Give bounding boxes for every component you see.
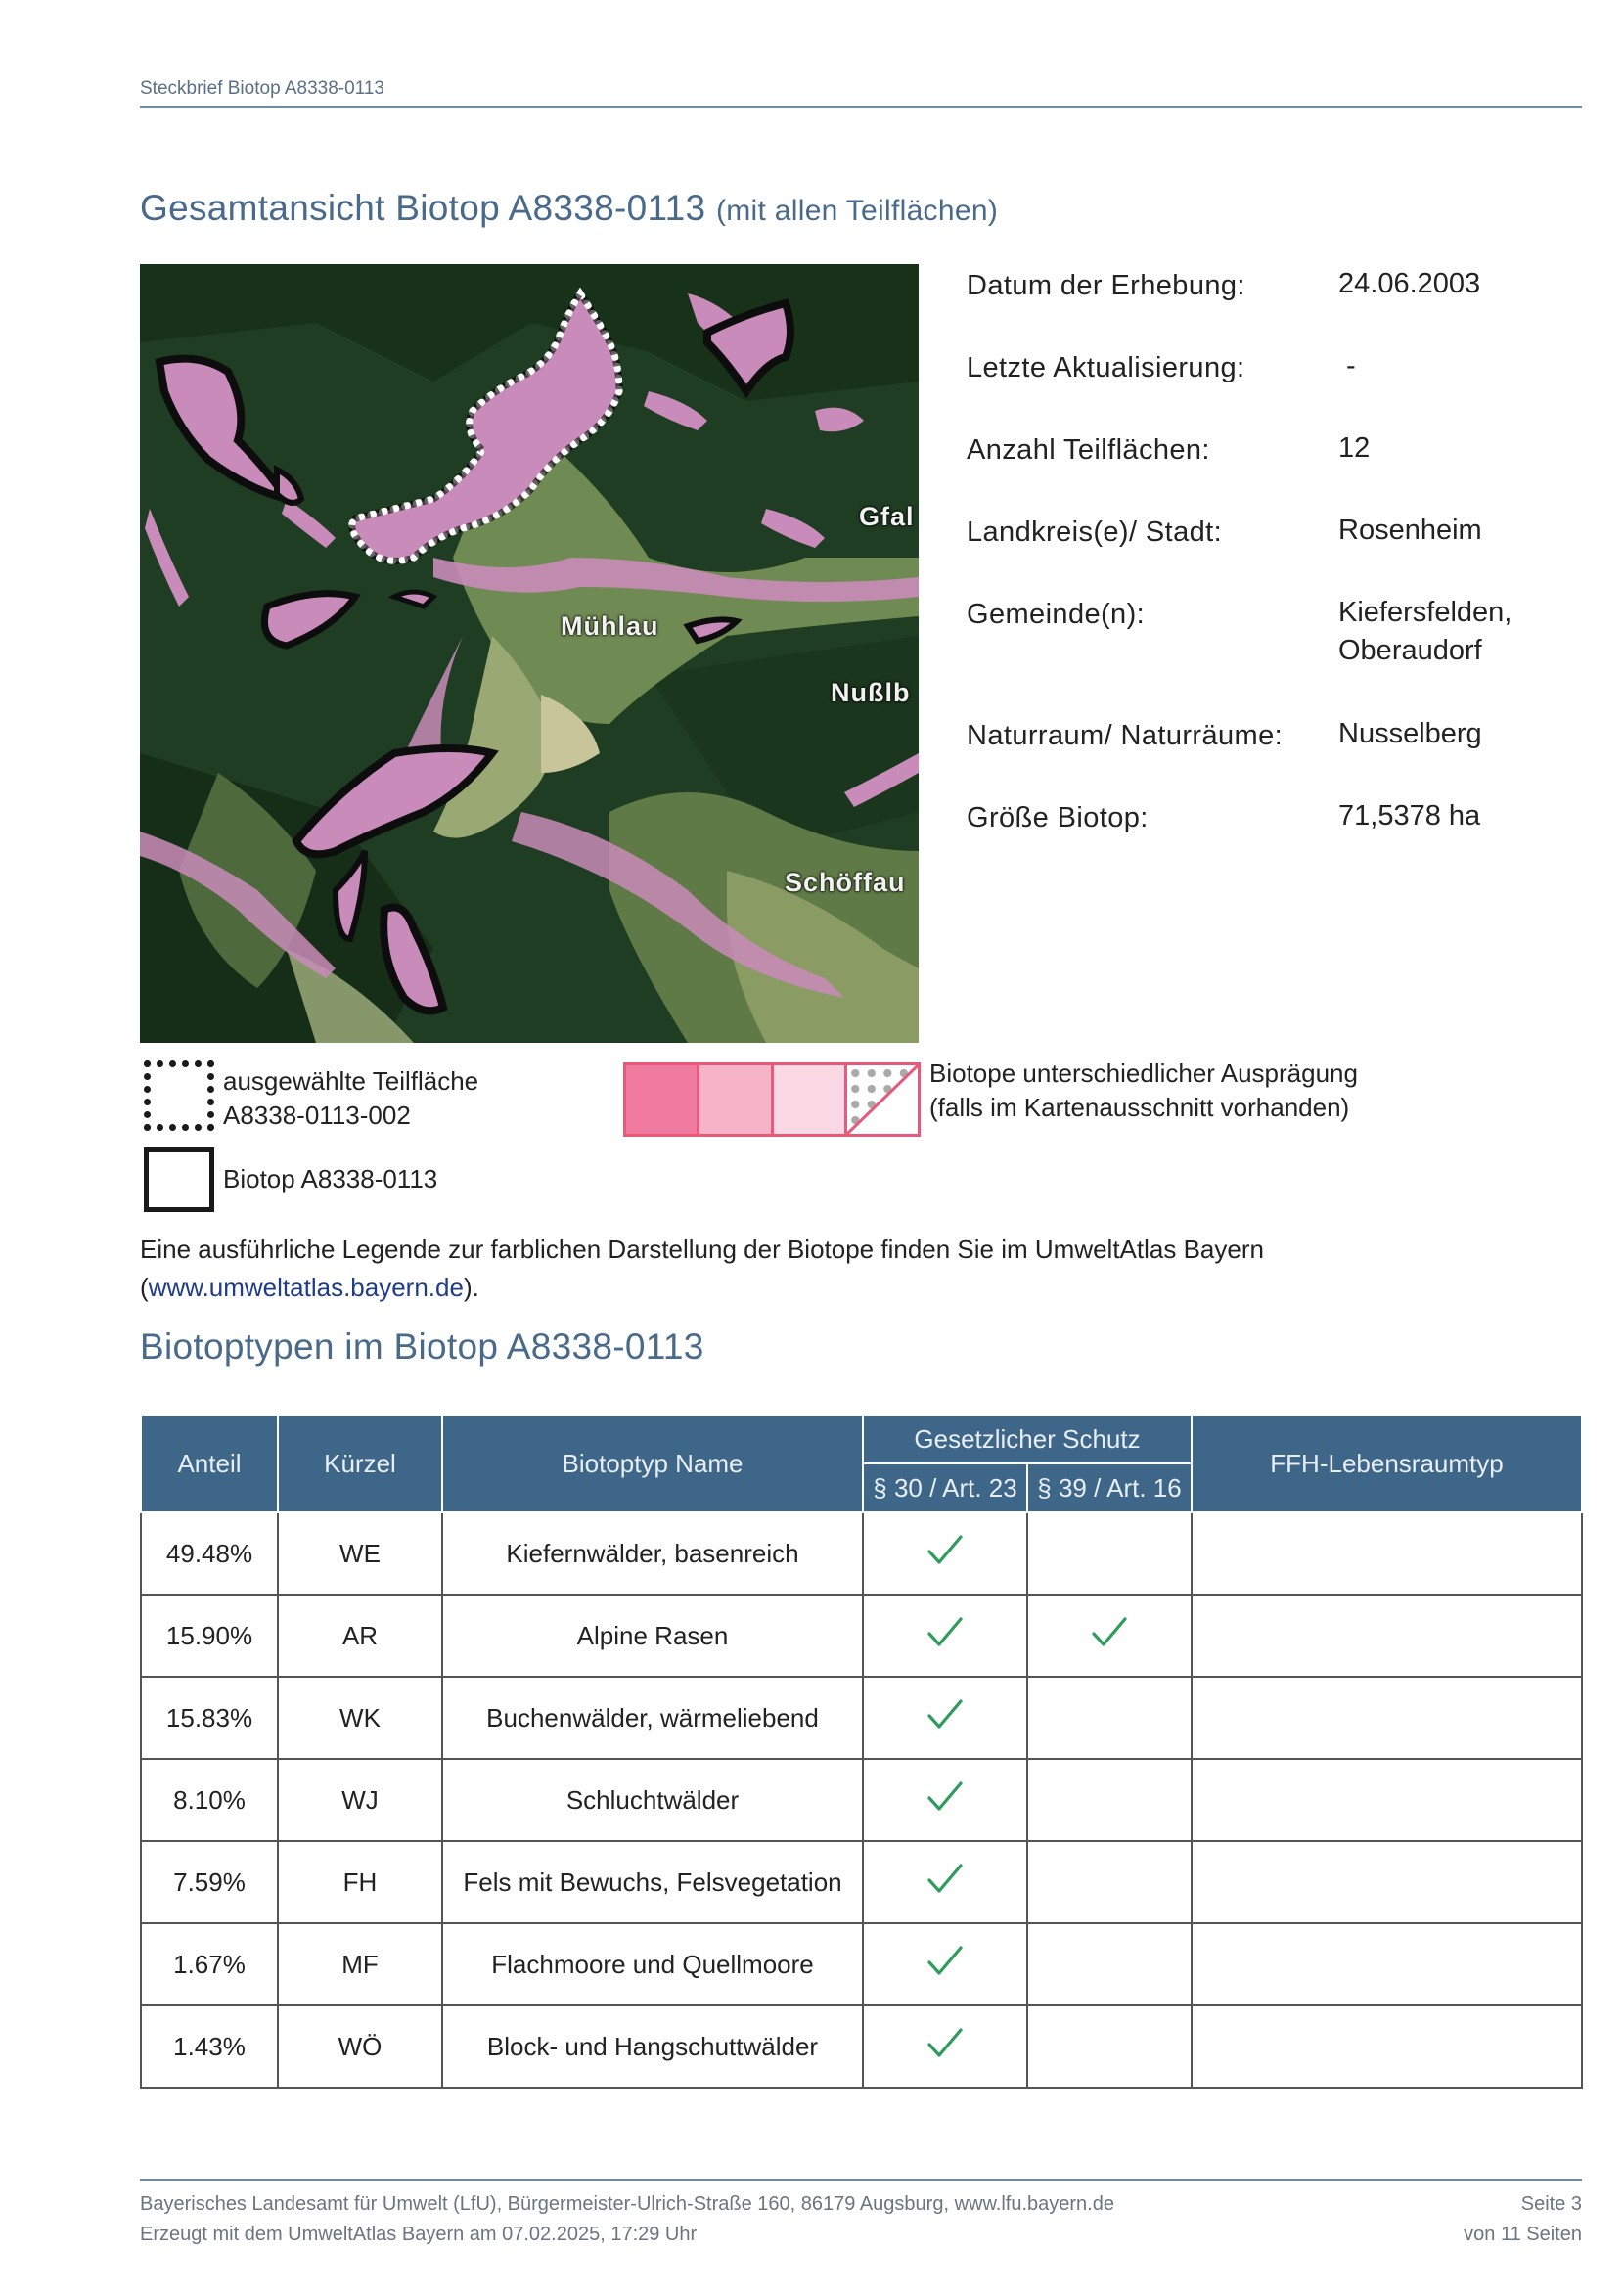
info-label-teilflaechen: Anzahl Teilflächen: bbox=[967, 434, 1210, 466]
info-value-aktualisierung: - bbox=[1346, 350, 1356, 382]
cell-kuerzel: AR bbox=[278, 1595, 442, 1677]
cell-anteil: 1.43% bbox=[141, 2005, 278, 2088]
legend-biotop-label: Biotop A8338-0113 bbox=[223, 1164, 438, 1193]
cell-p39 bbox=[1027, 2005, 1192, 2088]
cell-kuerzel: WÖ bbox=[278, 2005, 442, 2088]
cell-name: Block- und Hangschuttwälder bbox=[442, 2005, 863, 2088]
cell-name: Fels mit Bewuchs, Felsvegetation bbox=[442, 1841, 863, 1923]
swatch-light bbox=[774, 1065, 847, 1134]
cell-ffh bbox=[1192, 1512, 1582, 1595]
cell-ffh bbox=[1192, 1677, 1582, 1759]
cell-p30 bbox=[863, 1595, 1027, 1677]
legend-note-link-line bbox=[140, 1269, 1582, 1307]
header-schutz: Gesetzlicher Schutz bbox=[863, 1415, 1192, 1463]
footer-pages: von 11 Seiten bbox=[1464, 2224, 1582, 2245]
cell-anteil: 8.10% bbox=[141, 1759, 278, 1841]
legend-note-paren-close: ). bbox=[463, 1273, 479, 1302]
footer-divider bbox=[140, 2179, 1582, 2181]
cell-p30 bbox=[863, 1923, 1027, 2005]
table-row bbox=[141, 1595, 1582, 1677]
cell-name: Kiefernwälder, basenreich bbox=[442, 1512, 863, 1595]
cell-anteil: 15.83% bbox=[141, 1677, 278, 1759]
cell-ffh bbox=[1192, 1595, 1582, 1677]
cell-kuerzel: MF bbox=[278, 1923, 442, 2005]
cell-ffh bbox=[1192, 1759, 1582, 1841]
info-label-datum: Datum der Erhebung: bbox=[967, 270, 1245, 301]
cell-p39 bbox=[1027, 1512, 1192, 1595]
cell-p30 bbox=[863, 1512, 1027, 1595]
legend-swatch-label bbox=[929, 1057, 1358, 1125]
check-icon bbox=[926, 1780, 964, 1814]
biotop-map[interactable] bbox=[140, 264, 919, 1043]
table-row bbox=[141, 1677, 1582, 1759]
table-row bbox=[141, 1841, 1582, 1923]
check-icon bbox=[926, 1863, 964, 1896]
cell-p30 bbox=[863, 1841, 1027, 1923]
swatch-strong bbox=[626, 1065, 699, 1134]
header-anteil: Anteil bbox=[141, 1415, 278, 1512]
cell-p39 bbox=[1027, 1595, 1192, 1677]
table-row bbox=[141, 1923, 1582, 2005]
info-value-naturraum: Nusselberg bbox=[1338, 718, 1482, 749]
table-row bbox=[141, 1512, 1582, 1595]
swatch-medium bbox=[699, 1065, 773, 1134]
header-p39: § 39 / Art. 16 bbox=[1027, 1463, 1192, 1512]
cell-anteil: 1.67% bbox=[141, 1923, 278, 2005]
legend-selected-line2: A8338-0113-002 bbox=[223, 1101, 411, 1130]
overview-title bbox=[140, 188, 998, 229]
cell-ffh bbox=[1192, 1923, 1582, 2005]
header-p30: § 30 / Art. 23 bbox=[863, 1463, 1027, 1512]
check-icon bbox=[926, 1698, 964, 1732]
legend-selected-area-icon bbox=[144, 1060, 214, 1131]
cell-anteil: 49.48% bbox=[141, 1512, 278, 1595]
cell-kuerzel: FH bbox=[278, 1841, 442, 1923]
legend-note bbox=[140, 1231, 1582, 1307]
cell-kuerzel: WE bbox=[278, 1512, 442, 1595]
info-value-teilflaechen: 12 bbox=[1338, 432, 1371, 464]
info-value-gemeinde: Kiefersfelden, bbox=[1338, 597, 1512, 628]
header-kuerzel: Kürzel bbox=[278, 1415, 442, 1512]
legend-selected-label bbox=[223, 1064, 478, 1133]
overview-subtitle: (mit allen Teilflächen) bbox=[715, 195, 999, 227]
table-row bbox=[141, 2005, 1582, 2088]
cell-p39 bbox=[1027, 1923, 1192, 2005]
legend-swatches bbox=[623, 1062, 921, 1137]
cell-p30 bbox=[863, 2005, 1027, 2088]
cell-p30 bbox=[863, 1759, 1027, 1841]
legend-biotop-icon bbox=[144, 1147, 214, 1212]
swatch-pattern bbox=[847, 1065, 918, 1134]
info-value-landkreis: Rosenheim bbox=[1338, 515, 1482, 546]
cell-name: Buchenwälder, wärmeliebend bbox=[442, 1677, 863, 1759]
swatch-pattern-graphic bbox=[847, 1065, 918, 1134]
legend-swatch-line2: (falls im Kartenausschnitt vorhanden) bbox=[929, 1093, 1350, 1122]
legend-swatch-line1: Biotope unterschiedlicher Ausprägung bbox=[929, 1058, 1358, 1088]
info-value-gemeinde-2: Oberaudorf bbox=[1338, 635, 1482, 666]
footer-line1: Bayerisches Landesamt für Umwelt (LfU), Bürgermeister-Ulrich-Straße 160, 86179 Augsburg, www.lfu.bayern.de bbox=[140, 2193, 1114, 2215]
table-row bbox=[141, 1759, 1582, 1841]
cell-name: Alpine Rasen bbox=[442, 1595, 863, 1677]
types-title: Biotoptypen im Biotop A8338-0113 bbox=[140, 1327, 704, 1367]
info-label-aktualisierung: Letzte Aktualisierung: bbox=[967, 352, 1245, 383]
info-value-datum: 24.06.2003 bbox=[1338, 268, 1481, 299]
check-icon bbox=[926, 2027, 964, 2060]
cell-name: Schluchtwälder bbox=[442, 1759, 863, 1841]
map-label-muehlau: Mühlau bbox=[561, 611, 659, 641]
cell-p39 bbox=[1027, 1841, 1192, 1923]
cell-kuerzel: WJ bbox=[278, 1759, 442, 1841]
footer-pagination bbox=[1464, 2189, 1582, 2250]
cell-anteil: 7.59% bbox=[141, 1841, 278, 1923]
header-name: Biotoptyp Name bbox=[442, 1415, 863, 1512]
cell-p39 bbox=[1027, 1759, 1192, 1841]
page-header: Steckbrief Biotop A8338-0113 bbox=[140, 78, 384, 99]
footer-line2: Erzeugt mit dem UmweltAtlas Bayern am 07.02.2025, 17:29 Uhr bbox=[140, 2224, 698, 2245]
map-graphic bbox=[140, 264, 919, 1043]
overview-title-text: Gesamtansicht Biotop A8338-0113 bbox=[140, 188, 706, 228]
info-label-gemeinde: Gemeinde(n): bbox=[967, 599, 1146, 630]
cell-kuerzel: WK bbox=[278, 1677, 442, 1759]
map-label-gfal: Gfal bbox=[859, 502, 915, 531]
umweltatlas-link[interactable]: www.umweltatlas.bayern.de bbox=[148, 1273, 464, 1302]
info-label-landkreis: Landkreis(e)/ Stadt: bbox=[967, 517, 1223, 548]
legend-note-text: Eine ausführliche Legende zur farblichen Darstellung der Biotope finden Sie im UmweltAtlas Bayern bbox=[140, 1235, 1264, 1264]
check-icon bbox=[1091, 1616, 1128, 1649]
legend-note-paren-open: ( bbox=[140, 1273, 149, 1302]
cell-ffh bbox=[1192, 2005, 1582, 2088]
check-icon bbox=[926, 1534, 964, 1567]
info-label-groesse: Größe Biotop: bbox=[967, 802, 1149, 833]
map-label-nusslb: Nußlb bbox=[831, 678, 911, 707]
biotop-types-table bbox=[140, 1414, 1583, 2089]
cell-name: Flachmoore und Quellmoore bbox=[442, 1923, 863, 2005]
header-ffh: FFH-Lebensraumtyp bbox=[1192, 1415, 1582, 1512]
legend-selected-line1: ausgewählte Teilfläche bbox=[223, 1066, 479, 1096]
cell-anteil: 15.90% bbox=[141, 1595, 278, 1677]
info-label-naturraum: Naturraum/ Naturräume: bbox=[967, 720, 1284, 751]
check-icon bbox=[926, 1616, 964, 1649]
map-label-schoeffau: Schöffau bbox=[785, 868, 906, 897]
types-table-body bbox=[141, 1512, 1582, 2088]
info-value-groesse: 71,5378 ha bbox=[1338, 800, 1481, 832]
footer-info bbox=[140, 2189, 1114, 2250]
cell-ffh bbox=[1192, 1841, 1582, 1923]
check-icon bbox=[926, 1945, 964, 1978]
cell-p39 bbox=[1027, 1677, 1192, 1759]
footer-page: Seite 3 bbox=[1520, 2193, 1582, 2215]
cell-p30 bbox=[863, 1677, 1027, 1759]
header-divider bbox=[140, 106, 1582, 108]
